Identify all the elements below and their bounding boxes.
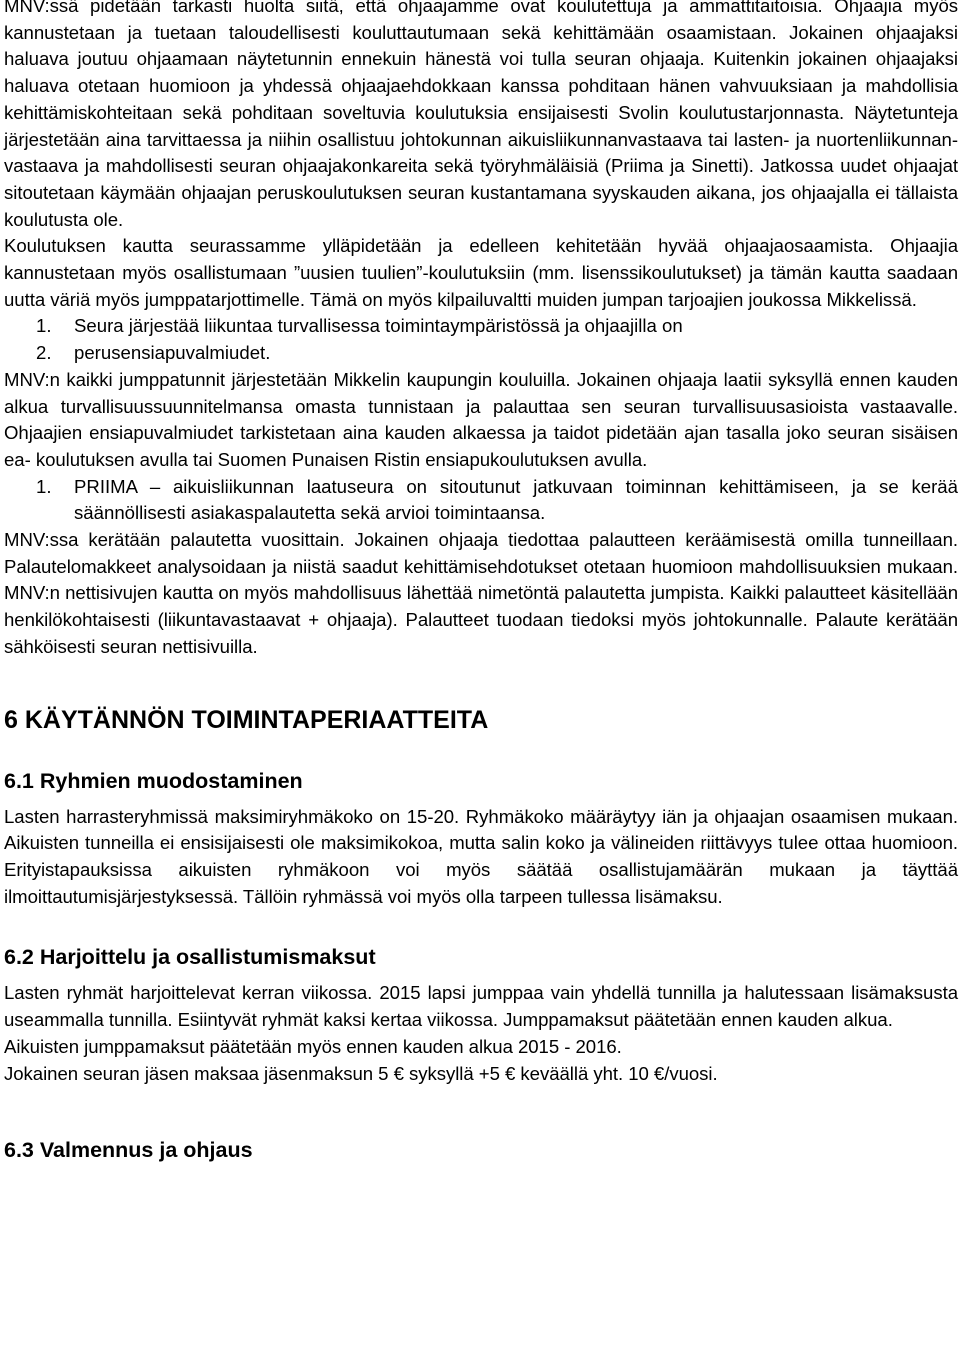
list-item	[4, 340, 958, 367]
paragraph-adult-fees: Aikuisten jumppamaksut päätetään myös ennen kauden alkua 2015 - 2016.	[4, 1035, 622, 1057]
list-text: perusensiapuvalmiudet.	[74, 342, 271, 364]
list-item	[4, 474, 958, 527]
paragraph-membership-fee: Jokainen seuran jäsen maksaa jäsenmaksun 5 € syksyllä +5 € keväällä yht. 10 €/vuosi.	[4, 1062, 718, 1084]
list-number: 1.	[36, 475, 52, 497]
paragraph-group-formation: Lasten harrasteryhmissä maksimiryhmäkoko on 15-20. Ryhmäkoko määräytyy iän ja ohjaajan osaamisen mukaan. Aikuisten tunneilla ei ensisijaisesti ole maksimikokoa, mutta salin koko ja välineiden riittävyys tulee ottaa huomioon. Erityistapauksissa aikuisten ryhmäkoon voi myös säätää osallistujamäärän mukaan ja täyttää ilmoittautumisjärjestyksessä. Tällöin ryhmässä voi myös olla tarpeen tullessa lisämaksu.	[4, 805, 958, 907]
list-number: 1.	[36, 315, 52, 337]
list-number: 2.	[36, 342, 52, 364]
paragraph-training: Koulutuksen kautta seurassamme ylläpidetään ja edelleen kehitetään hyvää ohjaajaosaamista. Ohjaajia kannustetaan myös osallistumaan ”uusien tuulien”-koulutuksiin (mm. lisenssikoulutukset) ja tämän kautta saadaan uutta väriä myös jumppatarjottimelle. Tämä on myös kilpailuvaltti muiden jumpan tarjoajien joukossa Mikkelissä.	[4, 235, 958, 310]
subsection-heading-coaching: 6.3 Valmennus ja ohjaus	[4, 1138, 253, 1163]
list-text: PRIIMA – aikuisliikunnan laatuseura on sitoutunut jatkuvaan toiminnan kehittämiseen, ja se kerää säännöllisesti asiakaspalautetta sekä arvioi toimintaansa.	[74, 475, 958, 524]
paragraph-feedback: MNV:ssa kerätään palautetta vuosittain. Jokainen ohjaaja tiedottaa palautteen keräämisestä omilla tunneillaan. Palautelomakkeet analysoidaan ja niistä saadut kehittämisehdotukset otetaan huomioon mahdollisuuksien mukaan. MNV:n nettisivujen kautta on myös mahdollisuus lähettää nimetöntä palautetta jumpista. Kaikki palautteet käsitellään henkilökohtaisesti (liikuntavastaavat + ohjaaja). Palautteet tuodaan tiedoksi myös johtokunnalle. Palaute kerätään sähköisesti seuran nettisivuilla.	[4, 529, 958, 657]
subsection-heading-fees: 6.2 Harjoittelu ja osallistumismaksut	[4, 945, 376, 970]
paragraph-safety: MNV:n kaikki jumppatunnit järjestetään Mikkelin kaupungin kouluilla. Jokainen ohjaaja laatii syksyllä ennen kauden alkua turvallisuussuunnitelmansa omasta tunnistaan ja palauttaa sen seuran turvallisuusasioista vastaavalle. Ohjaajien ensiapuvalmiudet tarkistetaan aina kauden alkaessa ja taidot pidetään ajan tasalla joko seuran sisäisen ea- koulutuksen avulla tai Suomen Punaisen Ristin ensiapukoulutuksen avulla.	[4, 368, 958, 470]
paragraph-instructor-qualifications: MNV:ssä pidetään tarkasti huolta siitä, että ohjaajamme ovat koulutettuja ja ammattitaitoisia. Ohjaajia myös kannustetaan ja tuetaan taloudellisesti kouluttautumaan sekä kehittämään osaamistaan. Jokainen ohjaajaksi haluava joutuu ohjaamaan näytetunnin ennekuin hänestä voi tulla seuran ohjaaja. Kuitenkin jokainen ohjaajaksi haluava otetaan huomioon ja yhdessä ohjaajaehdokkaan kanssa pohditaan hänen vahvuuksiaan ja mahdollisia kehittämiskohteitaan sekä pohditaan soveltuvia koulutuksia ensijaisesti Svolin koulutustarjonnasta. Näytetunteja järjestetään aina tarvittaessa ja niihin osallistuu johtokunnan aikuisliikunnanvastaava tai lasten- ja nuortenliikunnan-vastaava ja mahdollisesti seuran ohjaajakonkareita sekä työryhmäläisiä (Priima ja Sinetti). Jatkossa uudet ohjaajat sitoutetaan käymään ohjaajan peruskoulutuksen seuran kustantamana syyskauden aikana, jos ohjaajalla ei tällaista koulutusta ole.	[4, 0, 958, 230]
list-text: Seura järjestää liikuntaa turvallisessa toimintaympäristössä ja ohjaajilla on	[74, 315, 683, 337]
subsection-heading-groups: 6.1 Ryhmien muodostaminen	[4, 768, 303, 793]
paragraph-children-practice: Lasten ryhmät harjoittelevat kerran viikossa. 2015 lapsi jumppaa vain yhdellä tunnilla ja halutessaan lisämaksusta useammalla tunnilla. Esiintyvät ryhmät kaksi kertaa viikossa. Jumppamaksut päätetään ennen kauden alkua.	[4, 982, 958, 1031]
section-heading: 6 KÄYTÄNNÖN TOIMINTAPERIAATTEITA	[4, 705, 489, 734]
list-item	[4, 313, 958, 340]
